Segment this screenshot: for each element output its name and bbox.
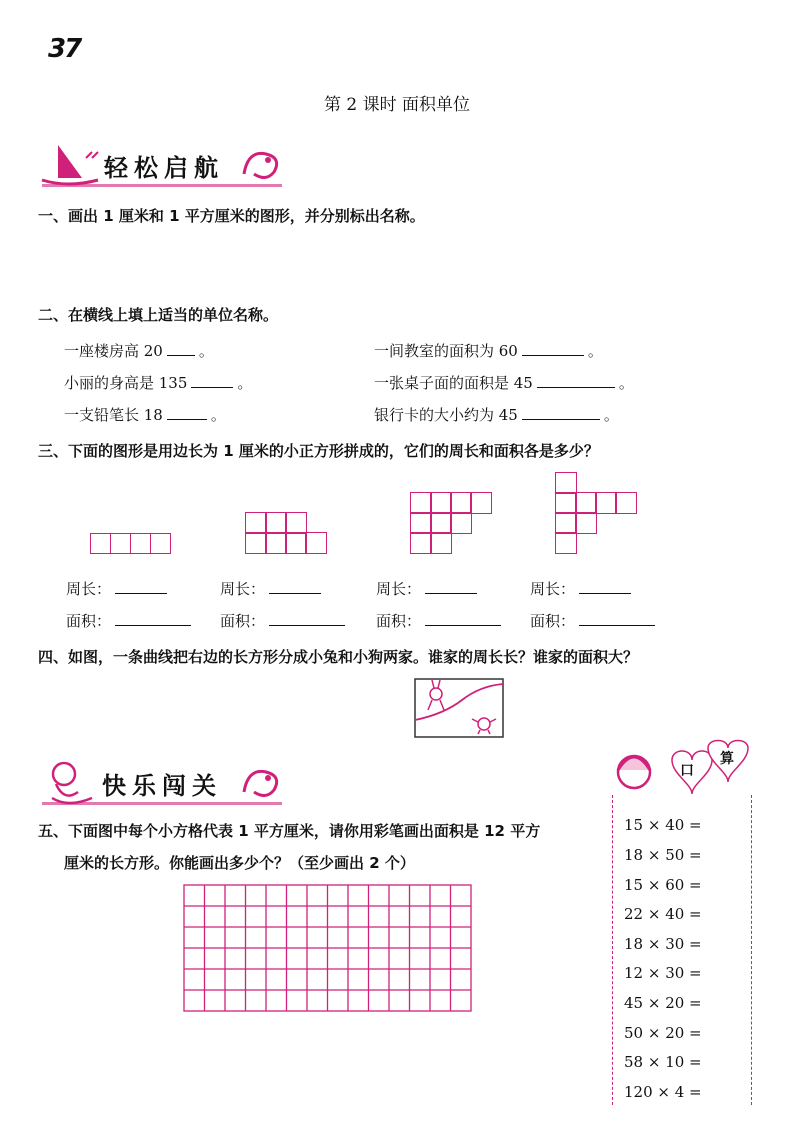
area-answer-1: 面积： [66,610,195,631]
answer-blank[interactable] [167,341,195,356]
calc-9: 58 × 10 = [624,1053,702,1071]
heart-label-2: 算 [720,751,734,767]
answer-blank[interactable] [579,611,655,626]
q2-item-1: 一座楼房高 20 。 [64,342,214,360]
section-title-2: 快乐闯关 [102,772,222,800]
calc-6: 12 × 30 = [624,964,702,982]
question-3: 三、下面的图形是用边长为 1 厘米的小正方形拼成的，它们的周长和面积各是多少？ [38,442,599,460]
area-answer-4: 面积： [530,610,659,631]
answer-blank[interactable] [269,611,345,626]
q2-item-1-text: 一座楼房高 20 [64,342,163,360]
dragon-ornament-icon [238,762,286,802]
q2-item-4-text: 一张桌子面的面积是 45 [374,374,533,392]
answer-blank[interactable] [522,341,584,356]
calc-1: 15 × 40 = [624,816,702,834]
answer-blank[interactable] [537,373,615,388]
calc-2: 18 × 50 = [624,846,702,864]
answer-blank[interactable] [167,405,207,420]
answer-blank[interactable] [579,579,631,594]
girl-mascot-icon [38,758,100,806]
answer-blank[interactable] [191,373,233,388]
question-4: 四、如图，一条曲线把右边的长方形分成小兔和小狗两家。谁家的周长长？谁家的面积大？ [38,648,639,666]
section-header-1 [38,140,288,188]
calc-3: 15 × 60 = [624,876,702,894]
page-number: 37 [48,34,81,64]
q2-item-6-text: 银行卡的大小约为 45 [374,406,518,424]
area-answer-3: 面积： [376,610,505,631]
q2-item-6: 银行卡的大小约为 45 。 [374,406,619,424]
q2-item-5-text: 一支铅笔长 18 [64,406,163,424]
calc-7: 45 × 20 = [624,994,702,1012]
area-answer-2: 面积： [220,610,349,631]
rabbit-dog-rectangle-figure [414,678,506,740]
q2-item-4: 一张桌子面的面积是 45 。 [374,374,634,392]
section-header-2 [38,758,288,806]
header-underline [42,184,282,187]
answer-blank[interactable] [522,405,600,420]
calc-10: 120 × 4 = [624,1083,702,1101]
question-5-line-2: 厘米的长方形。你能画出多少个？（至少画出 2 个） [64,854,415,872]
q2-item-2-text: 一间教室的面积为 60 [374,342,518,360]
q2-item-3: 小丽的身高是 135 。 [64,374,253,392]
heart-label-1: 口 [680,763,694,779]
square-grid-paper[interactable] [183,884,473,1012]
perimeter-answer-4: 周长： [530,578,635,599]
question-5-line-1: 五、下面图中每个小方格代表 1 平方厘米，请你用彩笔画出面积是 12 平方 [38,822,541,840]
answer-blank[interactable] [269,579,321,594]
q2-item-3-text: 小丽的身高是 135 [64,374,188,392]
sailboat-icon [38,140,108,188]
calc-5: 18 × 30 = [624,935,702,953]
answer-blank[interactable] [425,579,477,594]
section-title-1: 轻松启航 [104,154,224,182]
mental-math-header [604,734,754,804]
dragon-ornament-icon [238,144,286,184]
calc-8: 50 × 20 = [624,1024,702,1042]
answer-blank[interactable] [425,611,501,626]
perimeter-answer-2: 周长： [220,578,325,599]
page-title: 第 2 课时 面积单位 [323,95,471,115]
answer-blank[interactable] [115,611,191,626]
answer-blank[interactable] [115,579,167,594]
perimeter-answer-3: 周长： [376,578,481,599]
header-underline [42,802,282,805]
perimeter-answer-1: 周长： [66,578,171,599]
q2-item-2: 一间教室的面积为 60 。 [374,342,603,360]
question-1: 一、画出 1 厘米和 1 平方厘米的图形，并分别标出名称。 [38,207,425,225]
q2-item-5: 一支铅笔长 18 。 [64,406,226,424]
question-2: 二、在横线上填上适当的单位名称。 [38,306,279,324]
calc-4: 22 × 40 = [624,905,702,923]
